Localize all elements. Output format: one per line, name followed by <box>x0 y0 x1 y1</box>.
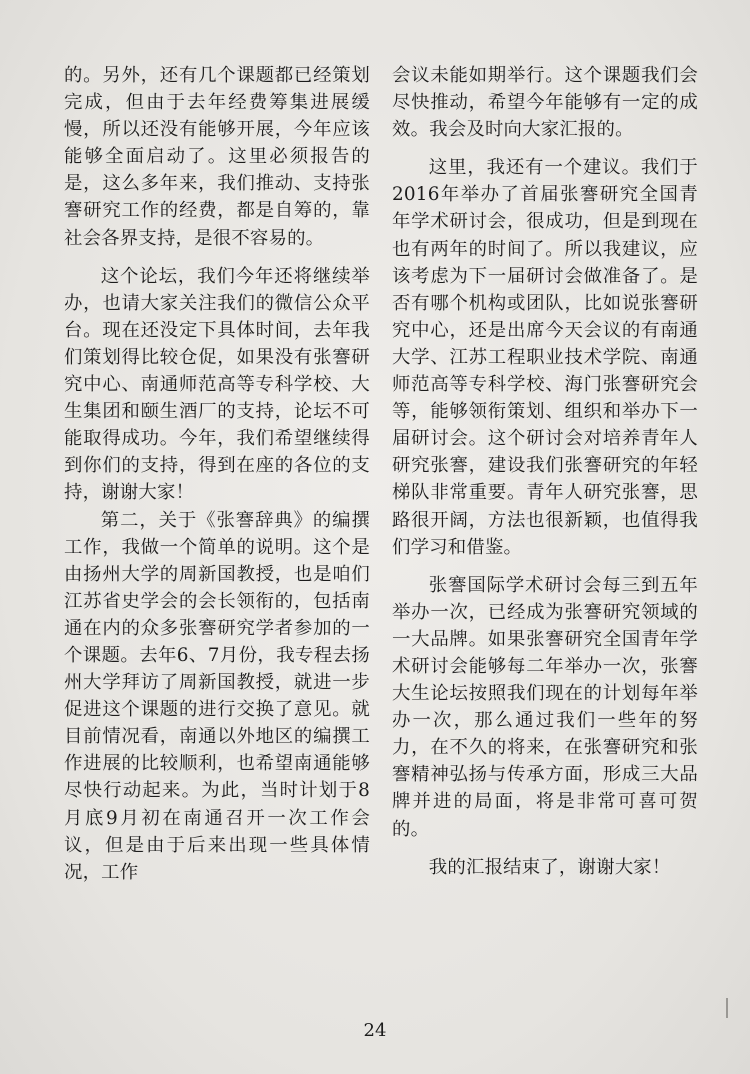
paragraph: 第二，关于《张謇辞典》的编撰工作，我做一个简单的说明。这个是由扬州大学的周新国教授，也是咱们江苏省史学会的会长领衔的，包括南通在内的众多张謇研究学者参加的一个课题。去年6、7月份，我专程去扬州大学拜访了周新国教授，就进一步促进这个课题的进行交换了意见。就目前情况看，南通以外地区的编撰工作进展的比较顺利，也希望南通能够尽快行动起来。为此，当时计划于8月底9月初在南通召开一次工作会议，但是由于后来出现一些具体情况，工作 <box>64 509 370 883</box>
paragraph: 我的汇报结束了，谢谢大家！ <box>428 856 671 878</box>
right-column <box>392 62 698 881</box>
scan-edge-mark <box>726 998 728 1018</box>
paragraph: 会议未能如期举行。这个课题我们会尽快推动，希望今年能够有一定的成效。我会及时向大家汇报的。 <box>392 65 698 141</box>
page-number: 24 <box>363 1020 387 1041</box>
left-column <box>64 62 370 886</box>
paragraph: 张謇国际学术研讨会每三到五年举办一次，已经成为张謇研究领域的一大品牌。如果张謇研究全国青年学术研讨会能够每二年举办一次，张謇大生论坛按照我们现在的计划每年举办一次，那么通过我们一些年的努力，在不久的将来，在张謇研究和张謇精神弘扬与传承方面，形成三大品牌并进的局面，将是非常可喜可贺的。 <box>392 574 698 840</box>
paragraph: 这个论坛，我们今年还将继续举办，也请大家关注我们的微信公众平台。现在还没定下具体时间，去年我们策划得比较仓促，如果没有张謇研究中心、南通师范高等专科学校、大生集团和颐生酒厂的支持，论坛不可能取得成功。今年，我们希望继续得到你们的支持，得到在座的各位的支持，谢谢大家！ <box>64 265 370 504</box>
paragraph: 的。另外，还有几个课题都已经策划完成，但由于去年经费筹集进展缓慢，所以还没有能够开展，今年应该能够全面启动了。这里必须报告的是，这么多年来，我们推动、支持张謇研究工作的经费，都是自筹的，靠社会各界支持，是很不容易的。 <box>64 65 370 249</box>
paragraph: 这里，我还有一个建议。我们于2016年举办了首届张謇研究全国青年学术研讨会，很成功，但是到现在也有两年的时间了。所以我建议，应该考虑为下一届研讨会做准备了。是否有哪个机构或团队，比如说张謇研究中心，还是出席今天会议的有南通大学、江苏工程职业技术学院、南通师范高等专科学校、海门张謇研究会等，能够领衔策划、组织和举办下一届研讨会。这个研讨会对培养青年人研究张謇，建设我们张謇研究的年轻梯队非常重要。青年人研究张謇，思路很开阔，方法也很新颖，也值得我们学习和借鉴。 <box>392 157 698 558</box>
